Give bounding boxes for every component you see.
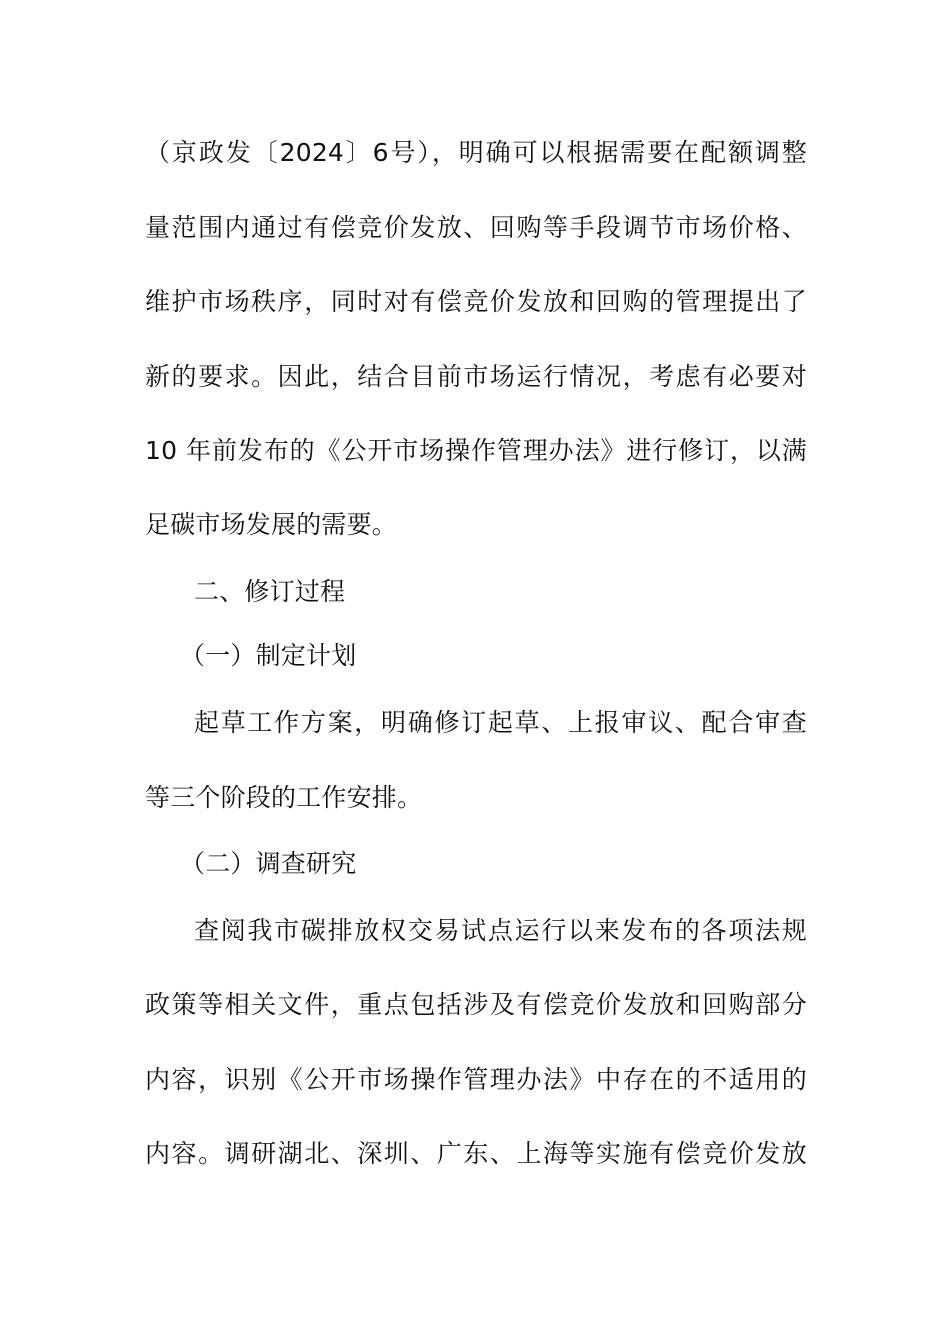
body-text-line: 内容。调研湖北、深圳、广东、上海等实施有偿竞价发放	[145, 1139, 807, 1168]
body-text-line: 维护市场秩序，同时对有偿竞价发放和回购的管理提出了	[145, 287, 807, 316]
body-text-line: 内容，识别《公开市场操作管理办法》中存在的不适用的	[145, 1065, 807, 1094]
body-text-line: 新的要求。因此，结合目前市场运行情况，考虑有必要对	[145, 362, 807, 391]
body-text-line: 足碳市场发展的需要。	[145, 510, 398, 539]
body-text-line: 量范围内通过有偿竞价发放、回购等手段调节市场价格、	[145, 213, 807, 242]
subsection-heading: （一）制定计划	[180, 641, 357, 670]
section-heading: 二、修订过程	[194, 577, 346, 606]
body-text-line: 等三个阶段的工作安排。	[145, 783, 423, 812]
body-text-line: 政策等相关文件，重点包括涉及有偿竞价发放和回购部分	[145, 990, 807, 1019]
paragraph-first-line: 查阅我市碳排放权交易试点运行以来发布的各项法规	[194, 916, 807, 945]
body-text-line: 10 年前发布的《公开市场操作管理办法》进行修订，以满	[145, 436, 807, 465]
subsection-heading: （二）调查研究	[180, 849, 357, 878]
paragraph-first-line: 起草工作方案，明确修订起草、上报审议、配合审查	[194, 708, 807, 737]
body-text-line: （京政发〔2024〕6号），明确可以根据需要在配额调整	[145, 138, 807, 167]
